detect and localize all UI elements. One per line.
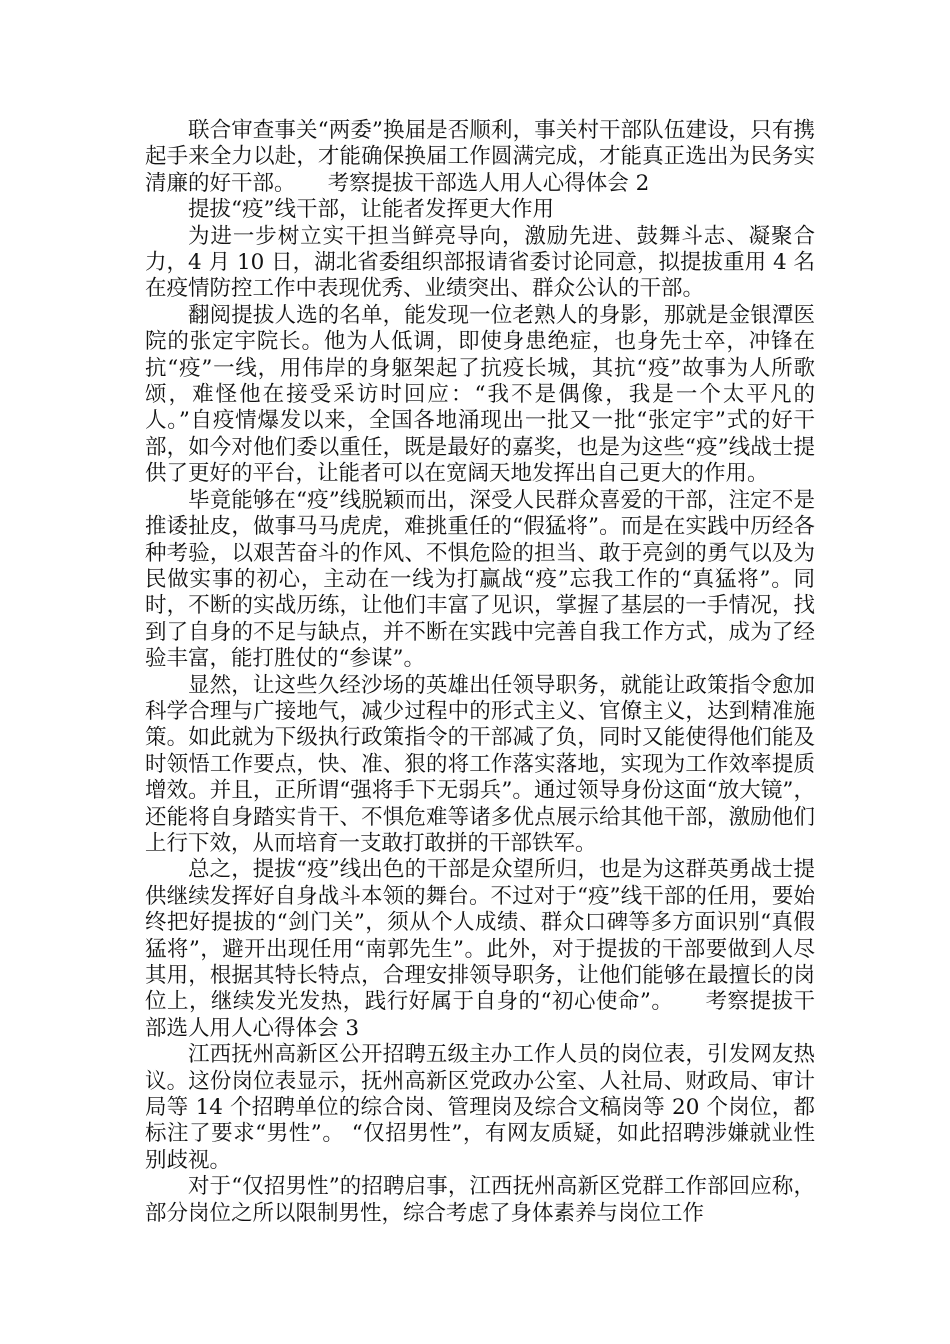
section-heading-2: 考察提拔干部选人用人心得体会 2 — [327, 170, 650, 196]
paragraph-4: 翻阅提拔人选的名单，能发现一位老熟人的身影，那就是金银潭医院的张定宇院长。他为人低调，即使身患绝症，也身先士卒，冲锋在抗“疫”一线，用伟岸的身躯架起了抗疫长城，其抗“疫”故事为人所歌颂，难怪他在接受采访时回应：“我不是偶像，我是一个太平凡的人。”自疫情爆发以来，全国各地涌现出一批又一批“张定宇”式的好干部，如今对他们委以重任，既是最好的嘉奖，也是为这些“疫”线战士提供了更好的平台，让能者可以在宽阔天地发挥出自己更大的作用。 — [145, 302, 816, 487]
paragraph-6: 显然，让这些久经沙场的英雄出任领导职务，就能让政策指令愈加科学合理与广接地气，减少过程中的形式主义、官僚主义，达到精准施策。如此就为下级执行政策指令的干部减了负，同时又能使得他们能及时领悟工作要点，快、准、狠的将工作落实落地，实现为工作效率提质增效。并且，正所谓“强将手下无弱兵”。通过领导身份这面“放大镜”，还能将自身踏实肯干、不惧危难等诸多优点展示给其他干部，激励他们上行下效，从而培育一支敢打敢拼的干部铁军。 — [145, 672, 815, 856]
document-page — [145, 118, 815, 1227]
paragraph-7-text: 总之，提拔“疫”线出色的干部是众望所归，也是为这群英勇战士提供继续发挥好自身战斗本领的舞台。不过对于“疫”线干部的任用，要始终把好提拔的“剑门关”，须从个人成绩、群众口碑等多方面识别“真假猛将”，避开出现任用“南郭先生”。此外，对于提拔的干部要做到人尽其用，根据其特长特点，合理安排领导职务，让他们能够在最擅长的岗位上，继续发光发热，践行好属于自身的“初心使命”。 — [145, 857, 815, 1015]
paragraph-7 — [145, 857, 815, 1042]
paragraph-9: 对于“仅招男性”的招聘启事，江西抚州高新区党群工作部回应称，部分岗位之所以限制男性，综合考虑了身体素养与岗位工作 — [145, 1174, 815, 1226]
paragraph-3: 为进一步树立实干担当鲜亮导向，激励先进、鼓舞斗志、凝聚合力，4 月 10 日，湖北省委组织部报请省委讨论同意，拟提拔重用 4 名在疫情防控工作中表现优秀、业绩突出、群众公认的干部。 — [145, 223, 815, 302]
section-heading-3: 考察提拔干部选人用人心得体会 3 — [145, 989, 815, 1041]
paragraph-8: 江西抚州高新区公开招聘五级主办工作人员的岗位表，引发网友热议。这份岗位表显示，抚州高新区党政办公室、人社局、财政局、审计局等 14 个招聘单位的综合岗、管理岗及综合文稿岗等 20 个岗位，都标注了要求“男性”。 “仅招男性”，有网友质疑，如此招聘涉嫌就业性别歧视。 — [145, 1042, 815, 1173]
paragraph-1 — [145, 118, 815, 197]
paragraph-1-text: 联合审查事关“两委”换届是否顺利，事关村干部队伍建设，只有携起手来全力以赴，才能确保换届工作圆满完成，才能真正选出为民务实清廉的好干部。 — [145, 118, 815, 196]
paragraph-2: 提拔“疫”线干部，让能者发挥更大作用 — [188, 197, 554, 223]
paragraph-5: 毕竟能够在“疫”线脱颖而出，深受人民群众喜爱的干部，注定不是推诿扯皮，做事马马虎虎，难挑重任的“假猛将”。而是在实践中历经各种考验，以艰苦奋斗的作风、不惧危险的担当、敢于亮剑的勇气以及为民做实事的初心，主动在一线为打赢战“疫”忘我工作的“真猛将”。同时，不断的实战历练，让他们丰富了见识，掌握了基层的一手情况，找到了自身的不足与缺点，并不断在实践中完善自我工作方式，成为了经验丰富，能打胜仗的“参谋”。 — [145, 487, 815, 672]
